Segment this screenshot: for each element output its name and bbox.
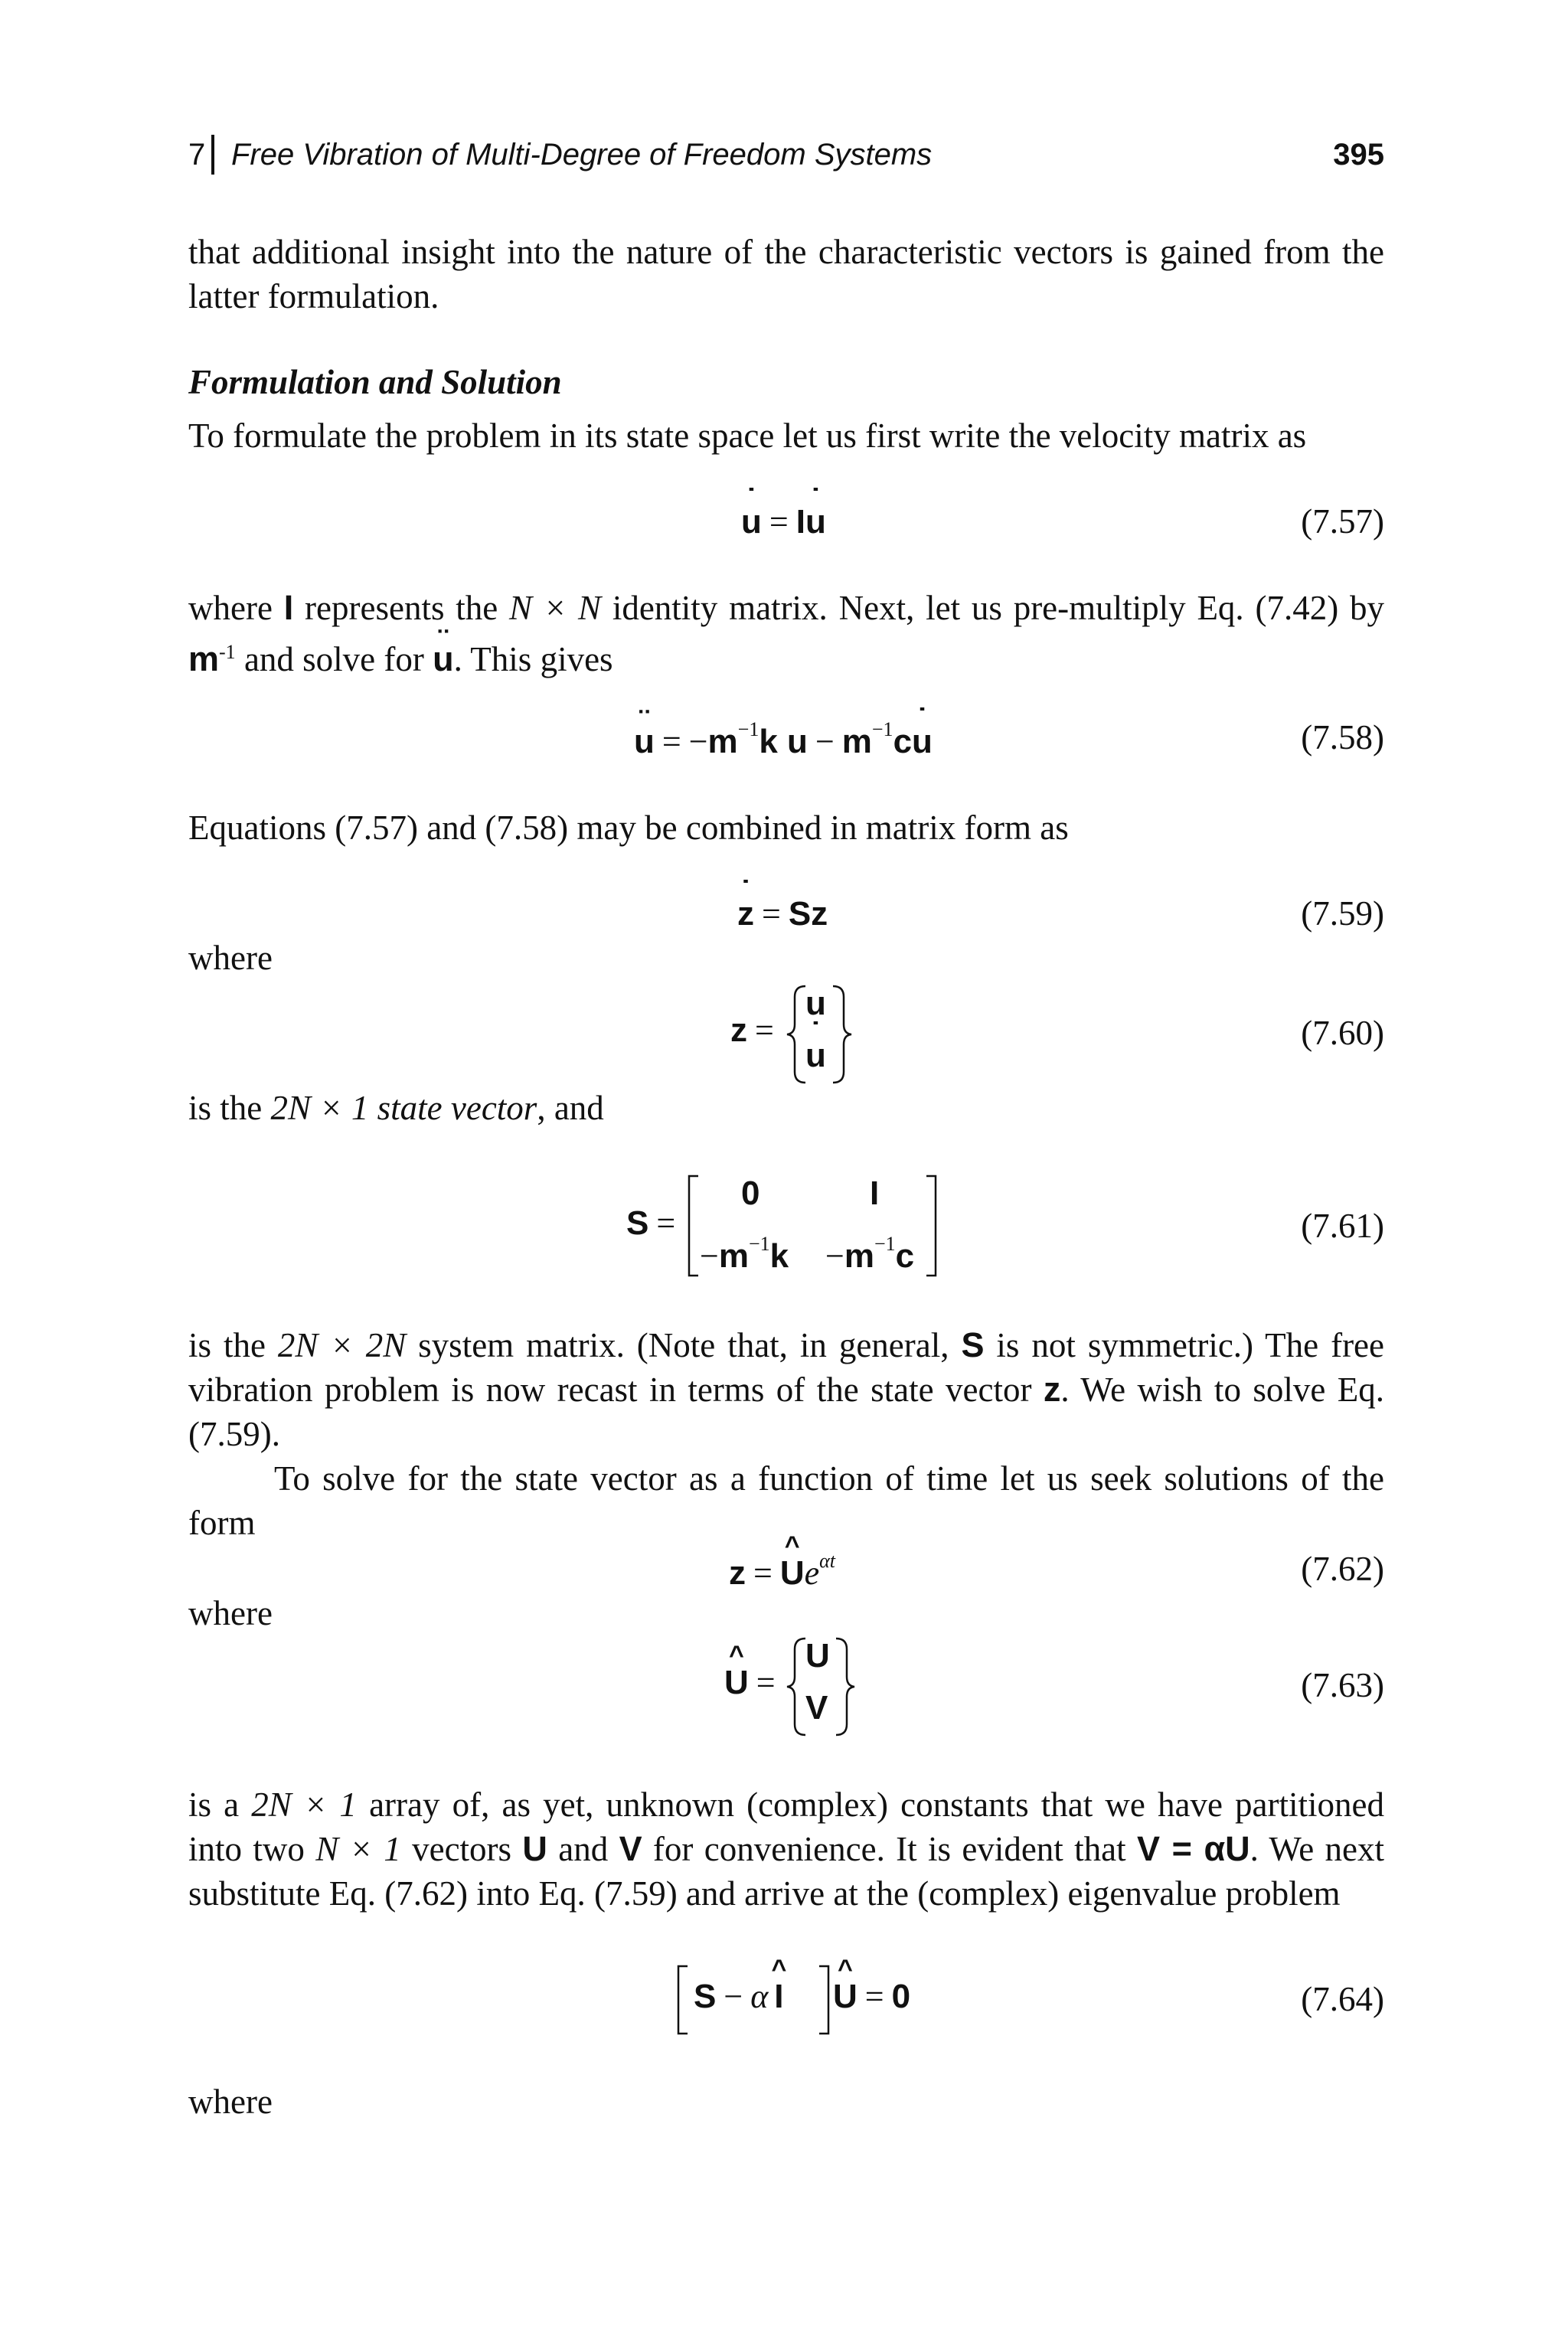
paragraph-seek-solutions: To solve for the state vector as a function of time let us seek solutions of the form bbox=[188, 1459, 1384, 1542]
equation-7-61: S = 0 I $-m^{-1}k$ $-m^{-1}c$ (7.61) bbox=[188, 1171, 1384, 1279]
paragraph-formulate: To formulate the problem in its state space let us first write the velocity matrix as bbox=[188, 417, 1307, 455]
paragraph-partition: is a 2N × 1 array of, as yet, unknown (complex) constants that we have partitioned into two N × 1 vectors U and V for convenience. It is evident that V = αU. We next substitute Eq. (7.62) into Eq. (7.59) and arrive at the (complex) eigenvalue problem bbox=[188, 1785, 1385, 1913]
equation-7-60: z = u u ˙ (7.60) bbox=[188, 980, 1384, 1087]
text-line: that additional insight into the nature of the characteristic vectors is gained from the bbox=[188, 233, 1384, 271]
right-brace bbox=[833, 1637, 856, 1736]
equation-7-58: u ¨ = $-m^{-1}k$ $u - m^{-1}cu$ ˙ (7.58) bbox=[188, 715, 1384, 760]
paragraph-system-matrix: is the 2N × 2N system matrix. (Note that, in general, S is not symmetric.) The free vibration problem is now recast in terms of the state vector z. We wish to solve Eq. (7.59). bbox=[188, 1325, 1385, 1453]
equation-number: (7.57) bbox=[1301, 502, 1384, 541]
text-line: latter formulation. bbox=[188, 277, 439, 315]
equation-7-57: u ˙ = Iu ˙ (7.57) bbox=[188, 499, 1384, 544]
chapter-title: Free Vibration of Multi-Degree of Freedom Systems bbox=[231, 138, 933, 172]
equation-7-63: U ^ = U V (7.63) bbox=[188, 1632, 1384, 1740]
header-divider bbox=[211, 135, 214, 175]
paragraph-state-vector: is the 2N × 1 state vector, and bbox=[188, 1089, 604, 1127]
equation-number: (7.62) bbox=[1301, 1550, 1384, 1588]
chapter-number: 7 bbox=[188, 138, 206, 172]
equation-number: (7.64) bbox=[1301, 1980, 1384, 2018]
right-bracket bbox=[923, 1175, 939, 1277]
equation-7-64: S − α I ^ U ^ = 0 (7.64) bbox=[188, 1960, 1384, 2037]
running-header bbox=[188, 132, 1384, 178]
page-number: 395 bbox=[1333, 138, 1384, 172]
equation-number: (7.58) bbox=[1301, 718, 1384, 756]
equation-7-59: z ˙ = Sz (7.59) bbox=[188, 891, 1384, 936]
text-where: where bbox=[188, 939, 273, 977]
equation-7-62: z = U $\^{}e^{\alpha t}$ (7.62) bbox=[188, 1547, 1384, 1591]
section-heading: Formulation and Solution bbox=[188, 363, 562, 401]
right-brace bbox=[830, 985, 853, 1084]
paragraph-intro bbox=[188, 230, 1384, 319]
paragraph-combine: Equations (7.57) and (7.58) may be combined in matrix form as bbox=[188, 809, 1069, 847]
equation-number: (7.59) bbox=[1301, 894, 1384, 933]
paragraph-where-identity: where I represents the N × N identity matrix. Next, let us pre-multiply Eq. (7.42) by $m^{-1}$ and solve for u ¨. This gives bbox=[188, 586, 1384, 681]
text-where: where bbox=[188, 1594, 273, 1632]
left-bracket bbox=[686, 1175, 701, 1277]
equation-number: (7.60) bbox=[1301, 1014, 1384, 1052]
right-bracket bbox=[816, 1965, 831, 2035]
equation-number: (7.61) bbox=[1301, 1207, 1384, 1245]
left-bracket bbox=[675, 1965, 691, 2035]
equation-number: (7.63) bbox=[1301, 1666, 1384, 1704]
text-where: where bbox=[188, 2083, 273, 2121]
